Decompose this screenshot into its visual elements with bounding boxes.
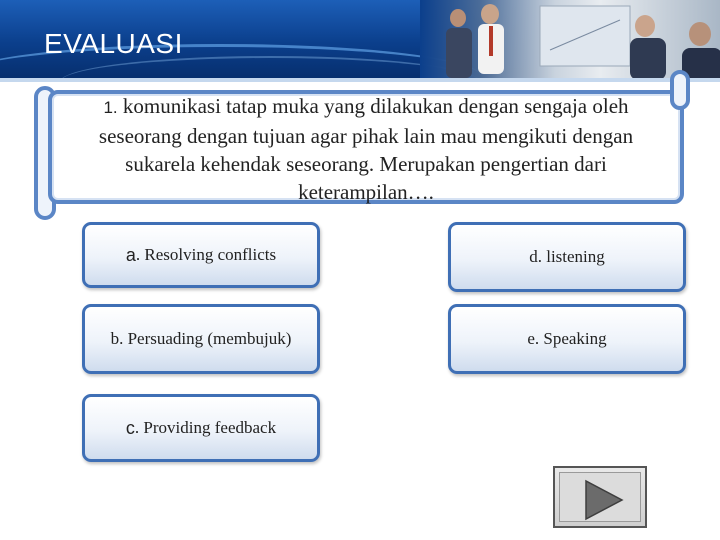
question-body: komunikasi tatap muka yang dilakukan dengan sengaja oleh seseorang dengan tujuan agar pihak lain mau mengikuti dengan sukarela kehendak seseorang. Merupakan pengertian dari keterampilan…. — [98, 94, 634, 204]
next-button-face — [559, 472, 641, 522]
option-a-button[interactable] — [82, 222, 320, 288]
option-e-label: e. Speaking — [527, 329, 607, 348]
option-c-letter: c — [125, 417, 135, 438]
option-d-label: d. listening — [529, 247, 605, 266]
option-b-label: b. Persuading (membujuk) — [110, 329, 292, 348]
title-banner — [0, 0, 720, 78]
question-number: 1. — [103, 98, 118, 117]
question-text — [62, 92, 670, 206]
option-a-letter: a — [125, 244, 136, 265]
option-e-button[interactable] — [448, 304, 686, 374]
option-c-label: . Providing feedback — [134, 418, 277, 437]
option-a-label: . Resolving conflicts — [135, 245, 277, 264]
option-c-button[interactable] — [82, 394, 320, 462]
next-button[interactable] — [553, 466, 647, 528]
photo-illustration — [420, 0, 720, 78]
option-d-button[interactable] — [448, 222, 686, 292]
scroll-right-curl — [670, 70, 690, 110]
option-b-button[interactable] — [82, 304, 320, 374]
business-people-photo — [420, 0, 720, 78]
play-triangle-icon — [560, 473, 644, 525]
header-underband — [0, 78, 720, 82]
page-title: EVALUASI — [44, 28, 183, 59]
